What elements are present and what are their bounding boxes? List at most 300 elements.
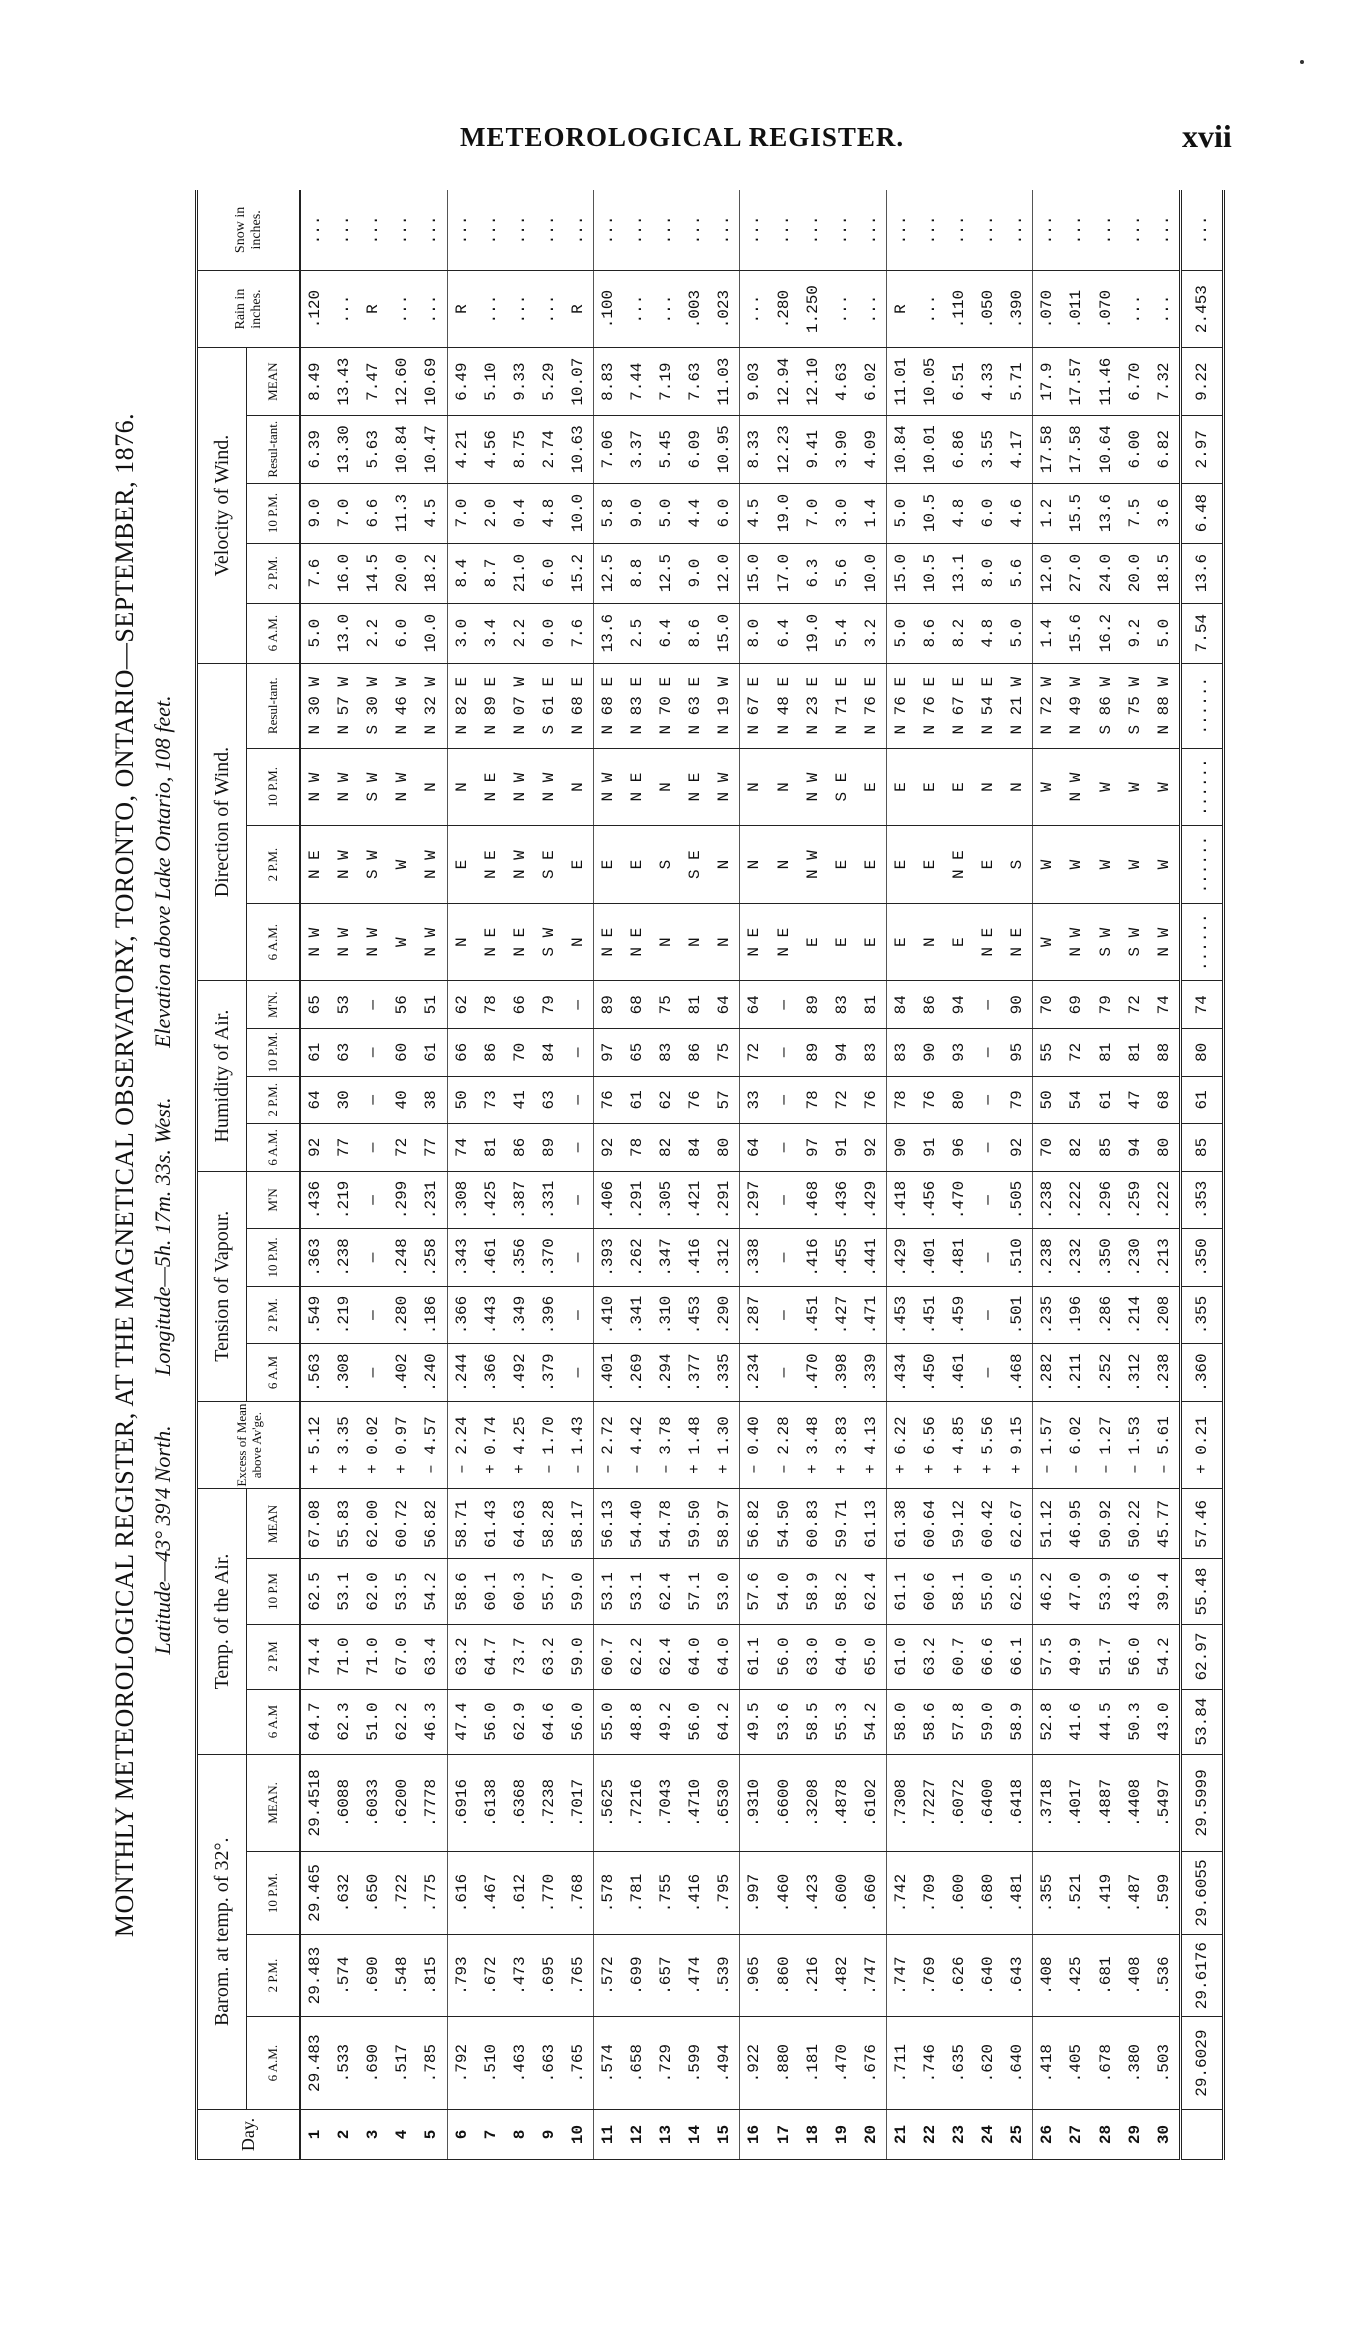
data-cell: — <box>974 1171 1003 1229</box>
table-row <box>1150 190 1181 2160</box>
data-cell: 5.0 <box>1150 603 1181 663</box>
data-cell: 6.82 <box>1150 415 1181 483</box>
data-cell: N E <box>477 826 506 904</box>
data-cell: .429 <box>857 1171 887 1229</box>
data-cell: 96 <box>945 1124 974 1172</box>
data-cell: .510 <box>1003 1229 1033 1287</box>
data-cell: 74 <box>447 1124 477 1172</box>
day-cell: 13 <box>652 2109 681 2159</box>
data-cell: 82 <box>652 1124 681 1172</box>
data-cell: 3.55 <box>974 415 1003 483</box>
data-cell: 6.86 <box>945 415 974 483</box>
data-cell: .785 <box>417 2017 447 2110</box>
data-cell: .453 <box>886 1286 916 1344</box>
data-cell: N 89 E <box>477 663 506 748</box>
data-cell: 27.0 <box>1062 543 1091 603</box>
data-cell: .258 <box>417 1229 447 1287</box>
data-cell: .339 <box>857 1344 887 1402</box>
data-cell: ... <box>1003 190 1033 270</box>
data-cell: .259 <box>1121 1171 1150 1229</box>
table-row <box>1062 190 1091 2160</box>
data-cell: 6.51 <box>945 348 974 416</box>
data-cell: .620 <box>974 2017 1003 2110</box>
data-cell: 62.2 <box>388 1689 417 1754</box>
data-cell: .729 <box>652 2017 681 2110</box>
data-cell: 64 <box>740 1124 770 1172</box>
data-cell: 80 <box>945 1076 974 1124</box>
data-cell: .418 <box>1033 2017 1063 2110</box>
data-cell: .181 <box>799 2017 828 2110</box>
data-cell: S 61 E <box>535 663 564 748</box>
data-cell: 10.84 <box>388 415 417 483</box>
data-cell: 63.2 <box>447 1624 477 1689</box>
data-cell: 7.0 <box>330 483 359 543</box>
day-cell: 6 <box>447 2109 477 2159</box>
data-cell: 15.6 <box>1062 603 1091 663</box>
barom-mean-header: MEAN. <box>247 1754 301 1852</box>
data-cell: 56.0 <box>681 1689 710 1754</box>
data-cell: 61 <box>623 1076 652 1124</box>
data-cell: ... <box>857 190 887 270</box>
data-cell: ... <box>623 190 652 270</box>
table-row <box>359 190 388 2160</box>
data-cell: 61.38 <box>886 1489 916 1559</box>
latitude-text: Latitude—43° 39'4 North. <box>150 1425 175 1655</box>
data-cell: N E <box>300 826 330 904</box>
data-cell: + 3.35 <box>330 1401 359 1489</box>
data-cell: 64.6 <box>535 1689 564 1754</box>
data-cell: – 2.72 <box>593 1401 623 1489</box>
data-cell: 17.57 <box>1062 348 1091 416</box>
data-cell: 94 <box>828 1029 857 1077</box>
data-cell: .356 <box>506 1229 535 1287</box>
day-cell: 5 <box>417 2109 447 2159</box>
data-cell: ... <box>1121 270 1150 348</box>
data-cell: .6368 <box>506 1754 535 1852</box>
data-cell: — <box>770 1171 799 1229</box>
data-cell: .922 <box>740 2017 770 2110</box>
data-cell: — <box>564 1171 594 1229</box>
data-cell: .390 <box>1003 270 1033 348</box>
data-cell: 46.3 <box>417 1689 447 1754</box>
data-cell: .011 <box>1062 270 1091 348</box>
data-cell: 84 <box>535 1029 564 1077</box>
velocity-header: Velocity of Wind. <box>197 348 247 663</box>
data-cell: + 0.74 <box>477 1401 506 1489</box>
table-row <box>477 190 506 2160</box>
data-cell: ... <box>1150 270 1181 348</box>
data-cell: N W <box>1062 748 1091 826</box>
data-cell: 9.41 <box>799 415 828 483</box>
data-cell: 15.0 <box>740 543 770 603</box>
data-cell: 86 <box>506 1124 535 1172</box>
data-cell: N 68 E <box>564 663 594 748</box>
data-cell: 61 <box>1092 1076 1121 1124</box>
data-cell: 3.2 <box>857 603 887 663</box>
data-cell: 51.12 <box>1033 1489 1063 1559</box>
velocity-6am-header: 6 A.M. <box>247 603 301 663</box>
data-cell: 17.58 <box>1033 415 1063 483</box>
data-cell: N E <box>681 748 710 826</box>
data-cell: 12.10 <box>799 348 828 416</box>
data-cell: 4.6 <box>1003 483 1033 543</box>
data-cell: 56.0 <box>564 1689 594 1754</box>
data-cell: ... <box>740 190 770 270</box>
data-cell: .709 <box>916 1852 945 1935</box>
data-cell: .769 <box>916 1934 945 2017</box>
data-cell: 60.7 <box>593 1624 623 1689</box>
data-cell: 74 <box>1150 981 1181 1029</box>
data-cell: 17.58 <box>1062 415 1091 483</box>
data-cell: 7.0 <box>799 483 828 543</box>
data-cell: 30 <box>330 1076 359 1124</box>
day-cell: 24 <box>974 2109 1003 2159</box>
data-cell: 58.71 <box>447 1489 477 1559</box>
table-row <box>770 190 799 2160</box>
day-cell: 3 <box>359 2109 388 2159</box>
data-cell: 6.0 <box>974 483 1003 543</box>
data-cell: .350 <box>1092 1229 1121 1287</box>
data-cell: .572 <box>593 1934 623 2017</box>
data-cell: .459 <box>945 1286 974 1344</box>
excess-header: Excess of Mean above Av'ge. <box>197 1401 301 1489</box>
data-cell: 57.5 <box>1033 1624 1063 1689</box>
data-cell: 10.0 <box>417 603 447 663</box>
data-cell: 68 <box>1150 1076 1181 1124</box>
data-cell: 60 <box>388 1029 417 1077</box>
table-row <box>564 190 594 2160</box>
data-cell: + 5.56 <box>974 1401 1003 1489</box>
data-cell: 60.3 <box>506 1559 535 1624</box>
data-cell: .269 <box>623 1344 652 1402</box>
data-cell: .216 <box>799 1934 828 2017</box>
data-cell: E <box>828 903 857 981</box>
data-cell: N W <box>330 748 359 826</box>
data-cell: 8.0 <box>974 543 1003 603</box>
data-cell: 56.82 <box>417 1489 447 1559</box>
data-cell: 89 <box>593 981 623 1029</box>
data-cell: 43.0 <box>1150 1689 1181 1754</box>
vapour-2pm-header: 2 P.M. <box>247 1286 301 1344</box>
data-cell: 62 <box>447 981 477 1029</box>
data-cell: 90 <box>916 1029 945 1077</box>
data-cell: W <box>1092 826 1121 904</box>
data-cell: — <box>359 1286 388 1344</box>
data-cell: .468 <box>799 1171 828 1229</box>
data-cell: N <box>681 903 710 981</box>
data-cell: .781 <box>623 1852 652 1935</box>
data-cell: — <box>770 1286 799 1344</box>
table-row <box>1003 190 1033 2160</box>
data-cell: 46.2 <box>1033 1559 1063 1624</box>
data-cell: N 54 E <box>974 663 1003 748</box>
data-cell: 69 <box>1062 981 1091 1029</box>
data-cell: .231 <box>417 1171 447 1229</box>
data-cell: W <box>1033 748 1063 826</box>
data-cell: – 6.02 <box>1062 1401 1091 1489</box>
data-cell: 78 <box>477 981 506 1029</box>
data-cell: .599 <box>1150 1852 1181 1935</box>
data-cell: 66.1 <box>1003 1624 1033 1689</box>
total-cell: .353 <box>1181 1171 1224 1229</box>
data-cell: 60.42 <box>974 1489 1003 1559</box>
data-cell: .4408 <box>1121 1754 1150 1852</box>
data-cell: 61.43 <box>477 1489 506 1559</box>
data-cell: .308 <box>330 1344 359 1402</box>
data-cell: .455 <box>828 1229 857 1287</box>
data-cell: .690 <box>359 1934 388 2017</box>
data-cell: 10.5 <box>916 483 945 543</box>
data-cell: ... <box>1092 190 1121 270</box>
data-cell: 56.0 <box>477 1689 506 1754</box>
data-cell: S 30 W <box>359 663 388 748</box>
data-cell: 64.0 <box>710 1624 740 1689</box>
data-cell: 6.39 <box>300 415 330 483</box>
data-cell: 29.483 <box>300 2017 330 2110</box>
sub-header-row <box>247 190 301 2160</box>
data-cell: 43.6 <box>1121 1559 1150 1624</box>
data-cell: S E <box>828 748 857 826</box>
data-cell: + 1.30 <box>710 1401 740 1489</box>
data-cell: 5.0 <box>300 603 330 663</box>
data-cell: 58.9 <box>799 1559 828 1624</box>
data-cell: 66.6 <box>974 1624 1003 1689</box>
data-cell: 72 <box>740 1029 770 1077</box>
data-cell: .640 <box>1003 2017 1033 2110</box>
data-cell: 2.74 <box>535 415 564 483</box>
data-cell: 53.1 <box>623 1559 652 1624</box>
data-cell: 51.0 <box>359 1689 388 1754</box>
data-cell: .120 <box>300 270 330 348</box>
data-cell: 89 <box>799 981 828 1029</box>
data-cell: 9.0 <box>300 483 330 543</box>
data-cell: + 4.85 <box>945 1401 974 1489</box>
data-cell: 10.84 <box>886 415 916 483</box>
data-cell: E <box>886 748 916 826</box>
data-cell: 65 <box>623 1029 652 1077</box>
data-cell: 17.0 <box>770 543 799 603</box>
document-title: MONTHLY METEOROLOGICAL REGISTER, AT THE MAGNETICAL OBSERVATORY, TORONTO, ONTARIO—SEPTEMBER, 1876. <box>110 412 139 1938</box>
data-cell: — <box>770 1229 799 1287</box>
data-cell: 76 <box>681 1076 710 1124</box>
data-cell: N 07 W <box>506 663 535 748</box>
data-cell: 53.1 <box>330 1559 359 1624</box>
data-cell: .248 <box>388 1229 417 1287</box>
data-cell: .470 <box>945 1171 974 1229</box>
data-cell: 54.0 <box>770 1559 799 1624</box>
data-cell: + 3.48 <box>799 1401 828 1489</box>
data-cell: .747 <box>886 1934 916 2017</box>
data-cell: — <box>359 981 388 1029</box>
data-cell: 13.0 <box>330 603 359 663</box>
data-cell: 64 <box>740 981 770 1029</box>
data-cell: .660 <box>857 1852 887 1935</box>
data-cell: .672 <box>477 1934 506 2017</box>
data-cell: .436 <box>828 1171 857 1229</box>
data-cell: .235 <box>1033 1286 1063 1344</box>
data-cell: .612 <box>506 1852 535 1935</box>
data-cell: 50 <box>447 1076 477 1124</box>
data-cell: 60.83 <box>799 1489 828 1559</box>
data-cell: 83 <box>857 1029 887 1077</box>
data-cell: 62.00 <box>359 1489 388 1559</box>
data-cell: 5.4 <box>828 603 857 663</box>
data-cell: 55.7 <box>535 1559 564 1624</box>
data-cell: .5497 <box>1150 1754 1181 1852</box>
data-cell: 53.5 <box>388 1559 417 1624</box>
data-cell: 91 <box>916 1124 945 1172</box>
data-cell: 62.2 <box>623 1624 652 1689</box>
data-cell: 62.9 <box>506 1689 535 1754</box>
data-cell: 12.23 <box>770 415 799 483</box>
data-cell: 7.06 <box>593 415 623 483</box>
data-cell: .461 <box>945 1344 974 1402</box>
data-cell: 62.4 <box>652 1624 681 1689</box>
data-cell: 16.0 <box>330 543 359 603</box>
data-cell: N 49 W <box>1062 663 1091 748</box>
data-cell: .492 <box>506 1344 535 1402</box>
data-cell: 90 <box>886 1124 916 1172</box>
data-cell: .310 <box>652 1286 681 1344</box>
data-cell: .768 <box>564 1852 594 1935</box>
data-cell: .232 <box>1062 1229 1091 1287</box>
barom-2pm-header: 2 P.M. <box>247 1934 301 2017</box>
data-cell: 7.6 <box>300 543 330 603</box>
data-cell: 5.6 <box>828 543 857 603</box>
data-cell: .222 <box>1062 1171 1091 1229</box>
data-cell: N 76 E <box>886 663 916 748</box>
data-cell: 4.8 <box>945 483 974 543</box>
data-cell: 61.0 <box>886 1624 916 1689</box>
data-cell: 6.49 <box>447 348 477 416</box>
data-cell: 7.19 <box>652 348 681 416</box>
data-cell: .427 <box>828 1286 857 1344</box>
data-cell: 9.03 <box>740 348 770 416</box>
data-cell: 53.6 <box>770 1689 799 1754</box>
data-cell: ... <box>1121 190 1150 270</box>
data-cell: 84 <box>681 1124 710 1172</box>
data-cell: .312 <box>710 1229 740 1287</box>
data-cell: .765 <box>564 1934 594 2017</box>
data-cell: 1.4 <box>1033 603 1063 663</box>
total-cell: .355 <box>1181 1286 1224 1344</box>
data-cell: 73.7 <box>506 1624 535 1689</box>
data-cell: 92 <box>857 1124 887 1172</box>
data-cell: 72 <box>828 1076 857 1124</box>
table-row <box>417 190 447 2160</box>
data-cell: – 1.70 <box>535 1401 564 1489</box>
data-cell: E <box>945 903 974 981</box>
data-cell: .286 <box>1092 1286 1121 1344</box>
data-cell: N W <box>506 826 535 904</box>
data-cell: 40 <box>388 1076 417 1124</box>
total-cell: 29.6176 <box>1181 1934 1224 2017</box>
data-cell: .240 <box>417 1344 447 1402</box>
day-cell: 20 <box>857 2109 887 2159</box>
data-cell: 11.01 <box>886 348 916 416</box>
data-cell: .290 <box>710 1286 740 1344</box>
data-cell: .650 <box>359 1852 388 1935</box>
total-cell: 29.6055 <box>1181 1852 1224 1935</box>
data-cell: — <box>564 1286 594 1344</box>
data-cell: 0.0 <box>535 603 564 663</box>
table-row <box>886 190 916 2160</box>
temp-2pm-header: 2 P.M <box>247 1624 301 1689</box>
data-cell: — <box>974 1286 1003 1344</box>
data-cell: .600 <box>828 1852 857 1935</box>
data-cell: .481 <box>1003 1852 1033 1935</box>
data-cell: .640 <box>974 1934 1003 2017</box>
data-cell: S W <box>359 748 388 826</box>
data-cell: 64.0 <box>828 1624 857 1689</box>
data-cell: .536 <box>1150 1934 1181 2017</box>
data-cell: 47.0 <box>1062 1559 1091 1624</box>
data-cell: .574 <box>593 2017 623 2110</box>
data-cell: 79 <box>1003 1076 1033 1124</box>
data-cell: .632 <box>330 1852 359 1935</box>
data-cell: W <box>1033 903 1063 981</box>
data-cell: .297 <box>740 1171 770 1229</box>
data-cell: .860 <box>770 1934 799 2017</box>
data-cell: 94 <box>945 981 974 1029</box>
data-cell: .355 <box>1033 1852 1063 1935</box>
data-cell: .6916 <box>447 1754 477 1852</box>
direction-6am-header: 6 A.M. <box>247 903 301 981</box>
data-cell: .539 <box>710 1934 740 2017</box>
data-cell: E <box>886 826 916 904</box>
table-row <box>710 190 740 2160</box>
data-cell: 93 <box>945 1029 974 1077</box>
total-cell: 2.97 <box>1181 415 1224 483</box>
data-cell: — <box>974 1076 1003 1124</box>
data-cell: .461 <box>477 1229 506 1287</box>
data-cell: N 72 W <box>1033 663 1063 748</box>
data-cell: .341 <box>623 1286 652 1344</box>
data-cell: 83 <box>886 1029 916 1077</box>
data-cell: 8.6 <box>916 603 945 663</box>
table-row <box>506 190 535 2160</box>
data-cell: 64.2 <box>710 1689 740 1754</box>
data-cell: N 76 E <box>857 663 887 748</box>
data-cell: .366 <box>447 1286 477 1344</box>
data-cell: .343 <box>447 1229 477 1287</box>
data-cell: — <box>564 1124 594 1172</box>
data-cell: E <box>857 748 887 826</box>
direction-2pm-header: 2 P.M. <box>247 826 301 904</box>
table-row <box>945 190 974 2160</box>
running-title: METEOROLOGICAL REGISTER. <box>460 122 905 152</box>
data-cell: N W <box>710 748 740 826</box>
total-cell: 9.22 <box>1181 348 1224 416</box>
data-cell: 58.5 <box>799 1689 828 1754</box>
table-row <box>1092 190 1121 2160</box>
table-row <box>1121 190 1150 2160</box>
data-cell: — <box>770 1076 799 1124</box>
data-cell: 55.0 <box>974 1559 1003 1624</box>
data-cell: — <box>359 1171 388 1229</box>
data-cell: W <box>1150 748 1181 826</box>
data-cell: — <box>974 1124 1003 1172</box>
data-cell: 82 <box>1062 1124 1091 1172</box>
data-cell: .616 <box>447 1852 477 1935</box>
data-cell: 65 <box>300 981 330 1029</box>
data-cell: 62.5 <box>300 1559 330 1624</box>
data-cell: .690 <box>359 2017 388 2110</box>
data-cell: 24.0 <box>1092 543 1121 603</box>
data-cell: 10.05 <box>916 348 945 416</box>
data-cell: ... <box>770 190 799 270</box>
total-cell: .350 <box>1181 1229 1224 1287</box>
